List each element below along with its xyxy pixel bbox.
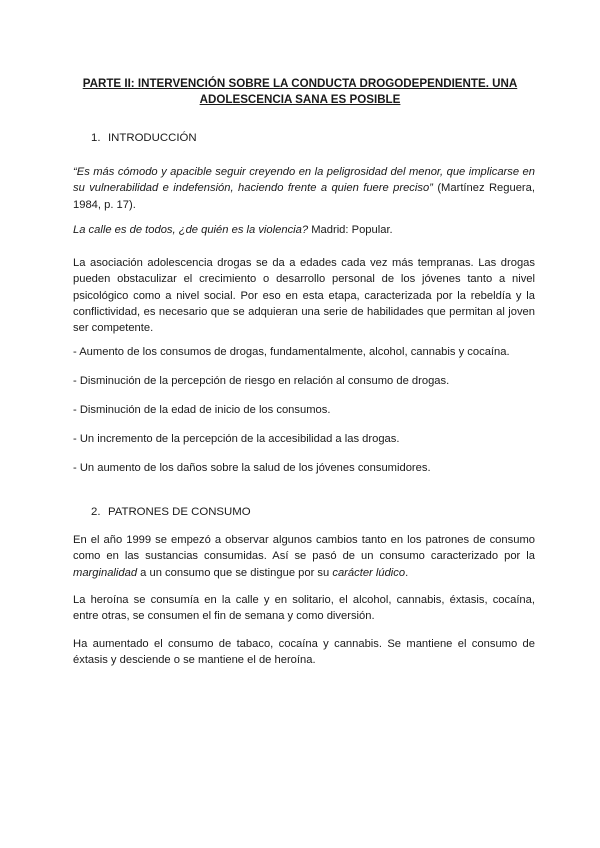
patterns-paragraph (73, 532, 535, 581)
bullet-item: - Disminución de la percepción de riesgo en relación al consumo de drogas. (73, 375, 450, 387)
reference-title: La calle es de todos, ¿de quién es la violencia? (73, 224, 309, 236)
quote-text: “Es más cómodo y apacible seguir creyendo en la peligrosidad del menor, que implicarse en su vulnerabilidad e indefensión, haciendo frente a quien fuere preciso” (73, 166, 535, 195)
section-heading-patrones (91, 505, 251, 519)
section-number: 2. (91, 506, 101, 518)
title-line-2: ADOLESCENCIA SANA ES POSIBLE (199, 93, 401, 106)
intro-paragraph: La asociación adolescencia drogas se da a edades cada vez más tempranas. Las drogas pueden obstaculizar el crecimiento o desarrollo personal de los jóvenes tanto a nivel psicológico como a nivel social. Por eso en esta etapa, caracterizada por la rebeldía y la conflictividad, es necesario que se adquieran una serie de habilidades que permitan al joven ser competente. (73, 257, 535, 335)
bullet-item: - Un aumento de los daños sobre la salud de los jóvenes consumidores. (73, 462, 431, 474)
document-title (60, 76, 540, 108)
bullet-item: - Aumento de los consumos de drogas, fundamentalmente, alcohol, cannabis y cocaína. (73, 346, 510, 358)
section-number: 1. (91, 132, 101, 144)
caracter-ludico-emphasis: carácter lúdico (332, 566, 406, 579)
quote-citation: (Martínez Reguera, 1984, p. 17). (73, 182, 535, 211)
patterns-text: a un consumo que se distingue por su (137, 566, 333, 579)
patterns-text: . (405, 566, 409, 579)
marginalidad-emphasis: marginalidad (73, 566, 138, 579)
bullet-item: - Disminución de la edad de inicio de los consumos. (73, 404, 331, 416)
final-paragraph: Ha aumentado el consumo de tabaco, cocaína y cannabis. Se mantiene el consumo de éxtasis y desciende o se mantiene el de heroína. (73, 638, 535, 667)
reference-publisher: Madrid: Popular. (308, 224, 393, 236)
heroin-paragraph: La heroína se consumía en la calle y en solitario, el alcohol, cannabis, éxtasis, cocaína, entre otras, se consumen el fin de semana y como diversión. (73, 594, 535, 623)
section-title: INTRODUCCIÓN (108, 132, 197, 144)
quote-paragraph (73, 164, 535, 213)
section-heading-introduccion (91, 131, 197, 145)
section-title: PATRONES DE CONSUMO (108, 506, 251, 518)
patterns-text: En el año 1999 se empezó a observar algunos cambios tanto en los patrones de consumo como en las sustancias consumidas. Así se pasó de un consumo caracterizado por la (73, 534, 535, 563)
bullet-item: - Un incremento de la percepción de la accesibilidad a las drogas. (73, 433, 400, 445)
reference-paragraph (73, 222, 535, 238)
title-line-1: PARTE II: INTERVENCIÓN SOBRE LA CONDUCTA DROGODEPENDIENTE. UNA (82, 77, 518, 90)
